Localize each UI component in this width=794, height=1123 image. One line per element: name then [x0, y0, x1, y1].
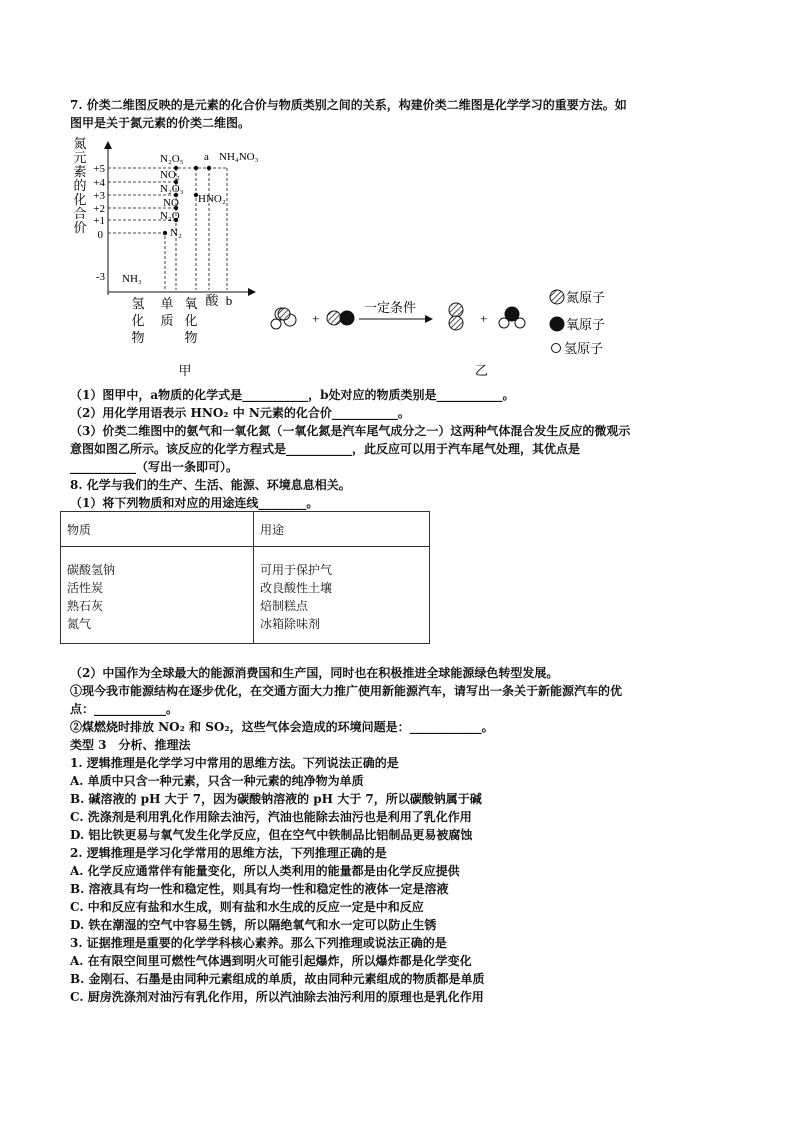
category-acid: 酸: [205, 293, 219, 308]
tick-label: +5: [93, 163, 105, 175]
substance-item[interactable]: 活性炭: [67, 581, 104, 595]
q2-option-d[interactable]: D. 铁在潮湿的空气中容易生锈，所以隔绝氧气和水一定可以防止生锈: [70, 918, 437, 932]
plus-sign: +: [480, 311, 488, 326]
q3-option-c[interactable]: C. 厨房洗涤剂对油污有乳化作用，所以汽油除去油污利用的原理也是乳化作用: [70, 990, 484, 1004]
q1-option-a[interactable]: A. 单质中只含一种元素，只含一种元素的纯净物为单质: [70, 774, 364, 788]
y-title-char: 的: [73, 178, 87, 193]
q1-stem: 1. 逻辑推理是化学学习中常用的思维方法。下列说法正确的是: [70, 756, 399, 770]
q1-option-d[interactable]: D. 铝比铁更易与氧气发生化学反应，但在空气中铁制品比铝制品更易被腐蚀: [70, 828, 473, 842]
q1-option-b[interactable]: B. 碱溶液的 pH 大于 7，因为碳酸钠溶液的 pH 大于 7，所以碳酸钠属于碱: [70, 792, 482, 806]
use-item[interactable]: 可用于保护气: [260, 563, 333, 577]
matching-table: [60, 511, 430, 644]
ammonia-molecule: [271, 308, 296, 329]
y-title-char: 化: [73, 192, 87, 207]
y-title-char: 价: [73, 220, 87, 235]
tick-label: +2: [93, 203, 105, 215]
q8-part2-item1-line2: 点：____________。: [70, 702, 179, 716]
category-char: 化: [131, 313, 145, 328]
q2-stem: 2. 逻辑推理是学习化学常用的思维方法，下列推理正确的是: [70, 846, 387, 860]
tick-label: -3: [95, 271, 105, 283]
y-title-char: 元: [73, 150, 87, 165]
use-item[interactable]: 改良酸性土壤: [260, 581, 333, 595]
tick-label: +3: [93, 190, 105, 202]
label-n2o: N₂O: [160, 210, 180, 222]
category-char: 单: [160, 296, 174, 311]
label-n2: N₂: [170, 227, 182, 239]
q3-stem: 3. 证据推理是重要的化学学科核心素养。那么下列推理或说法正确的是: [70, 936, 447, 950]
legend-hydrogen: 氢原子: [564, 341, 604, 356]
figure-caption-yi: 乙: [475, 363, 489, 378]
category-char: 物: [131, 330, 145, 345]
category-char: 物: [184, 330, 198, 345]
water-molecule: [499, 307, 525, 329]
q2-option-a[interactable]: A. 化学反应通常伴有能量变化，所以人类利用的能量都是由化学反应提供: [70, 864, 460, 878]
q7-part3-line1: （3）价类二维图中的氨气和一氧化氮（一氧化氮是汽车尾气成分之一）这两种气体混合发生反应的微观示: [70, 424, 631, 438]
figure-caption-jia: 甲: [178, 363, 192, 378]
section-heading: 类型 3 分析、推理法: [70, 738, 191, 752]
q7-part3-line2: 意图如图乙所示。该反应的化学方程式是___________，此反应可以用于汽车尾气处理，其优点是: [70, 442, 581, 456]
reaction-condition: 一定条件: [364, 300, 417, 315]
nitrogen-molecule: [449, 303, 463, 330]
legend-oxygen: 氧原子: [566, 317, 606, 332]
use-item[interactable]: 焙制糕点: [260, 599, 309, 613]
q8-part2: （2）中国作为全球最大的能源消费国和生产国，同时也在积极推进全球能源绿色转型发展。: [70, 666, 559, 680]
substance-item[interactable]: 碳酸氢钠: [67, 563, 116, 577]
reaction-diagram: [271, 290, 605, 378]
substance-item[interactable]: 氮气: [67, 617, 92, 631]
label-a: a: [204, 151, 209, 163]
table-header-substance: 物质: [61, 512, 254, 547]
q7-part2: （2）用化学用语表示 HNO₂ 中 N元素的化合价___________。: [70, 406, 410, 420]
label-no: NO: [163, 197, 179, 209]
category-b: b: [225, 293, 233, 308]
nitric-oxide-molecule: [327, 311, 355, 326]
q8-part2-item2: ②煤燃烧时排放 NO₂ 和 SO₂，这些气体会造成的环境问题是：____________。: [70, 720, 494, 734]
use-list: [254, 547, 430, 644]
q2-option-c[interactable]: C. 中和反应有盐和水生成，则有盐和水生成的反应一定是中和反应: [70, 900, 424, 914]
y-title-char: 氮: [73, 136, 87, 151]
label-n2o3: N₂O₃: [160, 183, 184, 195]
tick-label: 0: [97, 229, 103, 241]
category-char: 质: [160, 313, 174, 328]
label-hno2: HNO₂: [198, 193, 226, 205]
q3-option-a[interactable]: A. 在有限空间里可燃性气体遇到明火可能引起爆炸，所以爆炸都是化学变化: [70, 954, 472, 968]
q8-part2-item1-line1: ①现今我市能源结构在逐步优化，在交通方面大力推广使用新能源汽车，请写出一条关于新能源汽车的优: [70, 684, 623, 698]
q8-title: 8. 化学与我们的生产、生活、能源、环境息息相关。: [70, 478, 351, 492]
q7-figure: [60, 130, 660, 380]
q7-intro-line2: 图甲是关于氮元素的价类二维图。: [70, 116, 251, 130]
category-char: 氢: [131, 296, 145, 311]
y-title-char: 合: [73, 206, 87, 221]
category-char: 化: [184, 313, 198, 328]
q1-option-c[interactable]: C. 洗涤剂是利用乳化作用除去油污，汽油也能除去油污也是利用了乳化作用: [70, 810, 472, 824]
substance-item[interactable]: 熟石灰: [67, 599, 104, 613]
tick-label: +1: [93, 215, 105, 227]
q7-intro-line1: 7. 价类二维图反映的是元素的化合价与物质类别之间的关系，构建价类二维图是化学学习的重要方法。如: [70, 98, 627, 112]
q7-part3-line3: ___________（写出一条即可）。: [70, 460, 239, 474]
label-no2: NO₂: [160, 169, 180, 181]
use-item[interactable]: 冰箱除味剂: [260, 617, 321, 631]
label-nh3: NH₃: [122, 273, 142, 285]
legend-nitrogen: 氮原子: [566, 290, 606, 305]
q2-option-b[interactable]: B. 溶液具有均一性和稳定性，则具有均一性和稳定性的液体一定是溶液: [70, 882, 449, 896]
q7-part1: （1）图甲中，a物质的化学式是___________，b处对应的物质类别是___________。: [70, 388, 515, 402]
valence-class-chart: [73, 136, 258, 378]
tick-label: +4: [93, 177, 105, 189]
table-header-use: 用途: [254, 512, 430, 547]
label-nh4no3: NH₄NO₃: [219, 151, 259, 163]
y-title-char: 素: [73, 164, 87, 179]
legend: [550, 290, 606, 356]
label-n2o5: N₂O₅: [160, 153, 184, 165]
q8-part1: （1）将下列物质和对应的用途连线________。: [70, 496, 319, 510]
plus-sign: +: [312, 311, 320, 326]
category-char: 氧: [184, 296, 198, 311]
q3-option-b[interactable]: B. 金刚石、石墨是由同种元素组成的单质，故由同种元素组成的物质都是单质: [70, 972, 485, 986]
substance-list: [61, 547, 254, 644]
